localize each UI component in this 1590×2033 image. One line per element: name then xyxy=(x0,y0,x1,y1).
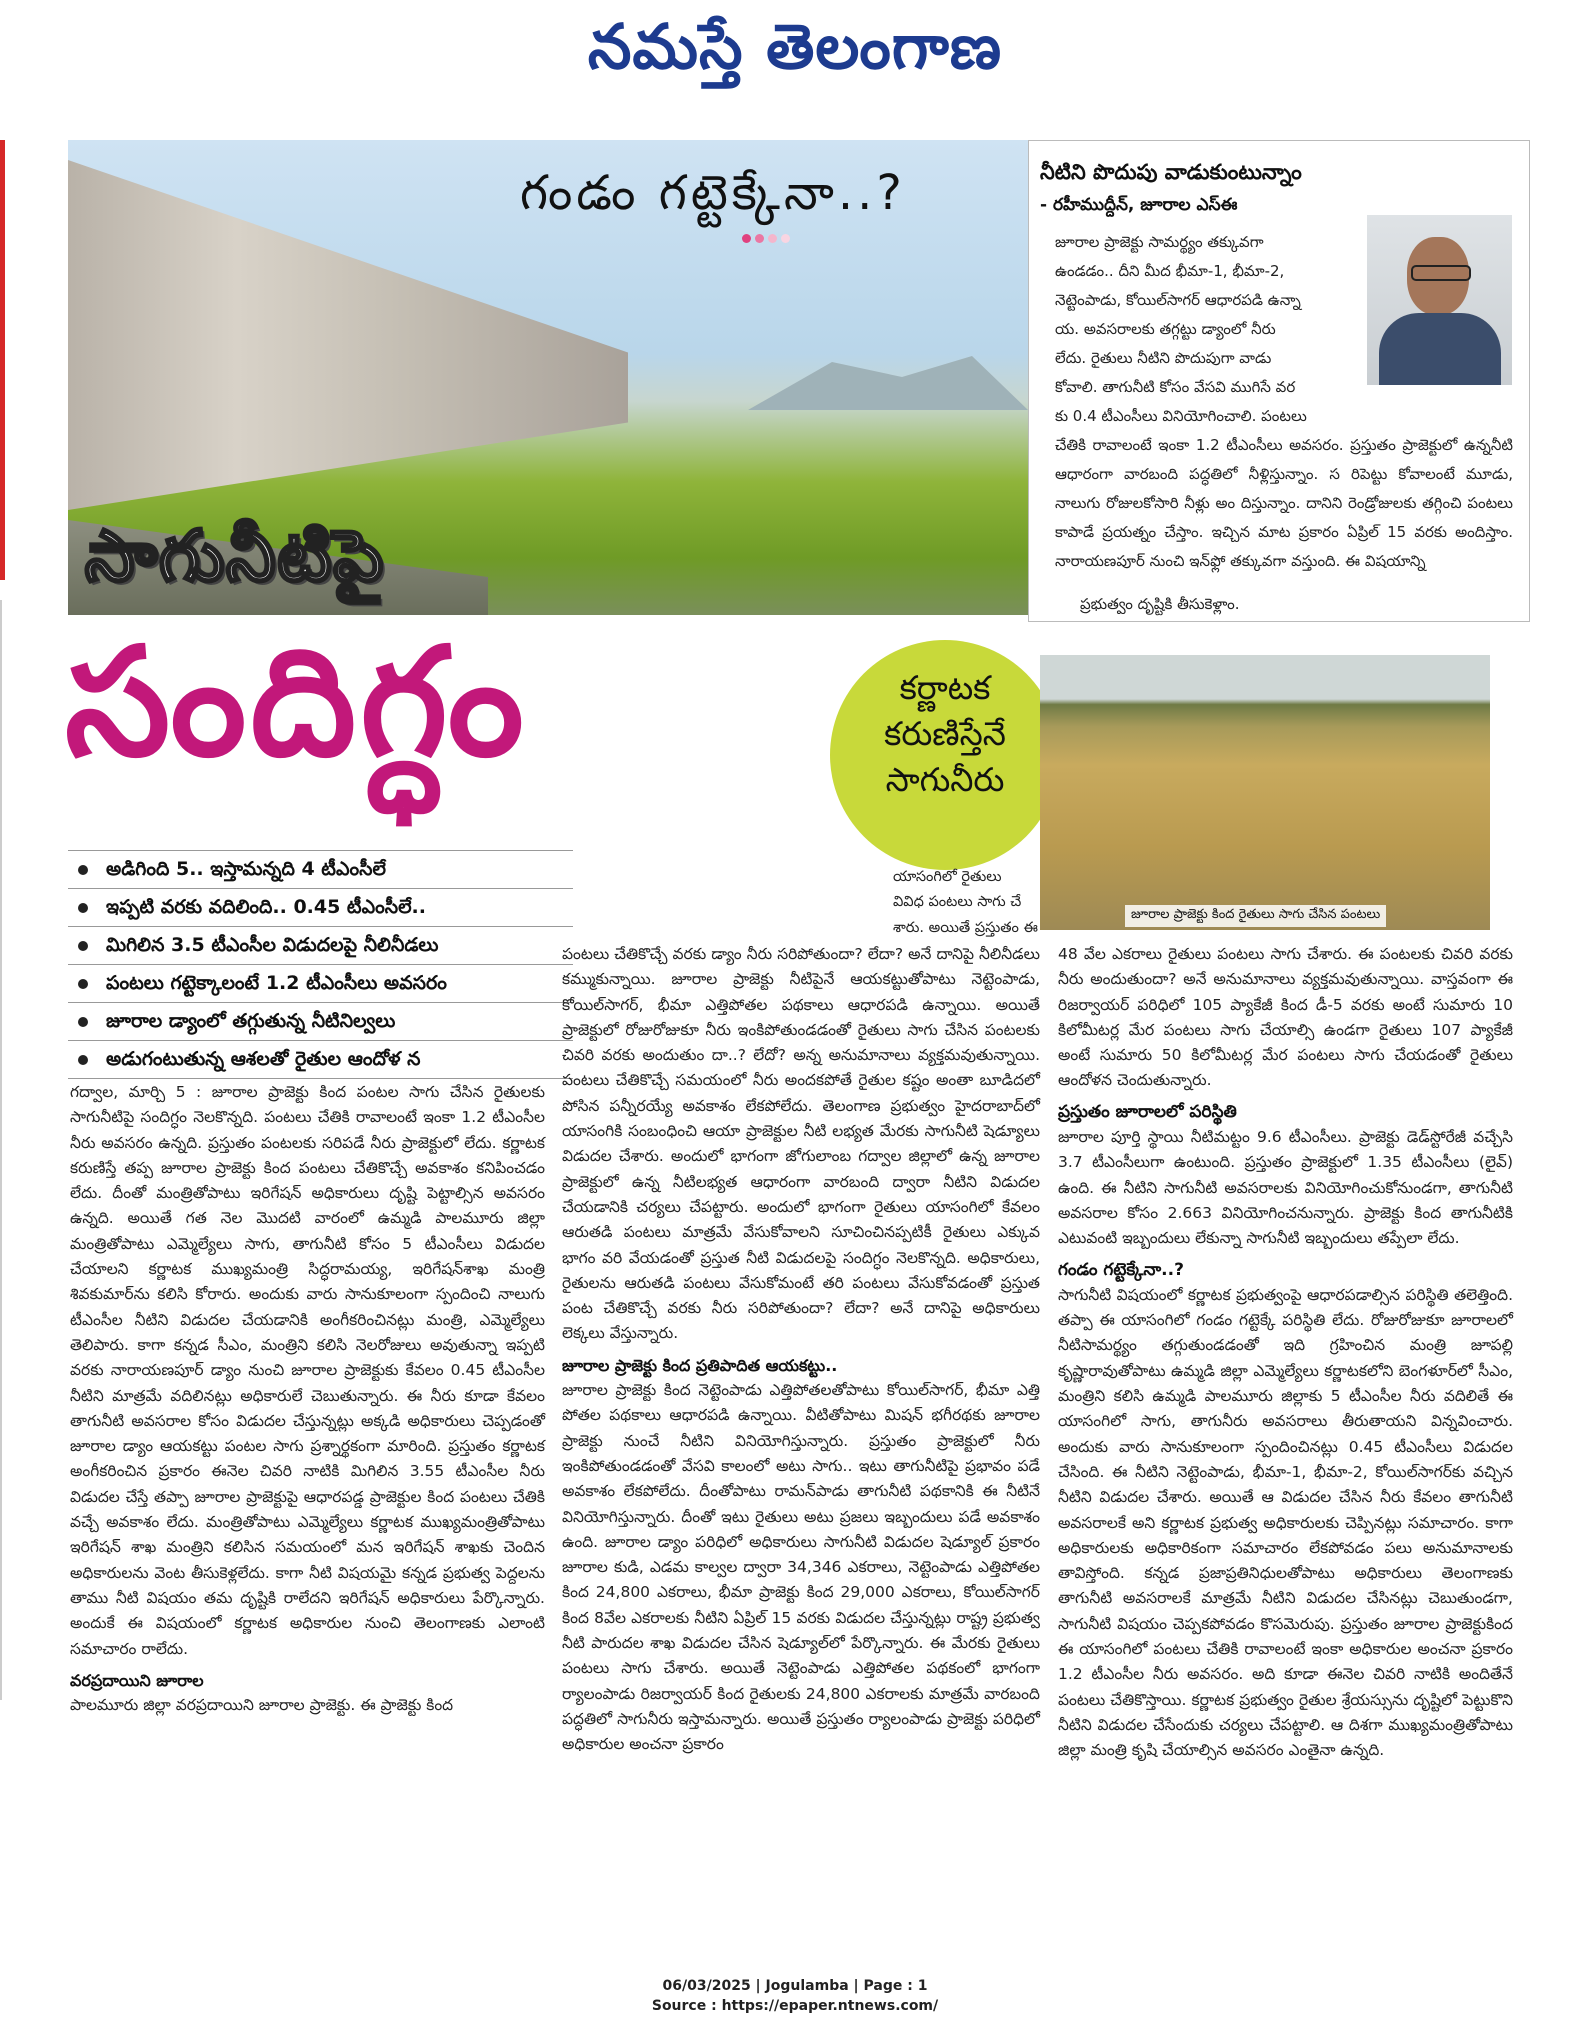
headline-main: సందిగ్ధం xyxy=(65,616,528,790)
interview-text-last: ప్రభుత్వం దృష్టికి తీసుకెళ్లాం. xyxy=(1080,595,1240,613)
text-line: లేదు. రైతులు నీటిని పొదుపుగా వాడు xyxy=(1055,349,1272,367)
edge-rule xyxy=(0,600,2,1700)
circle-line: కరుణిస్తేనే xyxy=(884,714,1006,753)
footer-source: Source : https://epaper.ntnews.com/ xyxy=(651,1998,939,2014)
interview-byline: - రహీముద్దీన్, జూరాల ఎస్ఈ xyxy=(1040,195,1238,215)
paragraph: జూరాల ప్రాజెక్టు కింద నెట్టెంపాడు ఎత్తిపోతలతోపాటు కోయిల్‌సాగర్, భీమా ఎత్తి పోతల పథకాలు ఆధారపడి ఉన్నాయి. వీటితోపాటు మిషన్ భగీరథకు జూరాల ప్రాజెక్టు నుంచే నీటిని వినియోగిస్తున్నారు. ప్రస్తుతం ప్రాజెక్టులో నీరు ఇంకిపోతుండడంతో వేసవి కాలంలో అటు సాగు.. ఇటు తాగునీటిపై ప్రభావం పడే అవకాశం లేకపోలేదు. దీంతోపాటు రామన్‌పాడు తాగునీటి పథకానికి ఈ నీటినే వినియోగిస్తున్నారు. దీంతో ఇటు రైతులు అటు ప్రజలు ఇబ్బందులు పడే అవకాశం ఉంది. జూరాల డ్యాం పరిధిలో అధికారులు సాగునీటి విడుదల షెడ్యూల్ ప్రకారం జూరాల కుడి, ఎడమ కాల్వల ద్వారా 34,346 ఎకరాలు, నెట్టెంపాడు ఎత్తిపోతల కింద 24,800 ఎకరాలు, భీమా ప్రాజెక్టు కింద 29,000 ఎకరాలు, కోయిల్‌సాగర్ కింద 8వేల ఎకరాలకు నీటిని ఏప్రిల్ 15 వరకు విడుదల చేస్తున్నట్లు రాష్ట్ర ప్రభుత్వ నీటి పారుదల శాఖ విడుదల చేసిన షెడ్యూల్‌లో పేర్కొన్నారు. ఈ మేరకు రైతులు పంటలు సాగు చేశారు. అయితే నెట్టెంపాడు ఎత్తిపోతల పథకంలో భాగంగా ర్యాలంపాడు రిజర్వాయర్ కింద రైతులకు 24,800 ఎకరాలకు మాత్రమే వారబంది పద్ధతిలో సాగునీరు ఇస్తామన్నారు. అయితే ప్రస్తుతం ర్యాలంపాడు ప్రాజెక్టు పరిధిలో అధికారుల అంచనా ప్రకారం xyxy=(562,1381,1040,1754)
text-line: య. అవసరాలకు తగ్గట్టు డ్యాంలో నీరు xyxy=(1055,320,1276,338)
paragraph: పాలమూరు జిల్లా వరప్రదాయిని జూరాల ప్రాజెక్టు. ఈ ప్రాజెక్టు కింద xyxy=(70,1696,454,1715)
highlights-list xyxy=(68,850,573,1079)
article-column-2 xyxy=(562,942,1040,1758)
list-item: అడుగంటుతున్న ఆశలతో రైతుల ఆందోళ న xyxy=(68,1040,573,1079)
subheading: జూరాల ప్రాజెక్టు కింద ప్రతిపాదిత ఆయకట్టు.. xyxy=(562,1355,838,1375)
headline-top: సాగునీటిపై xyxy=(85,515,386,597)
circle-text xyxy=(830,665,1060,803)
kicker-headline: గండం గట్టెక్కేనా..? xyxy=(520,165,906,221)
circle-line: సాగునీరు xyxy=(885,760,1005,799)
official-portrait xyxy=(1367,215,1512,385)
text-line: శారు. అయితే ప్రస్తుతం ఈ xyxy=(893,919,1038,936)
hill-shape xyxy=(748,350,1028,410)
circle-line: కర్ణాటక xyxy=(899,668,991,707)
list-item: పంటలు గట్టెక్కాలంటే 1.2 టీఎంసీలు అవసరం xyxy=(68,964,573,1002)
list-item: జూరాల డ్యాంలో తగ్గుతున్న నీటినిల్వలు xyxy=(68,1002,573,1040)
edge-bar xyxy=(0,140,5,580)
text-line: కోవాలి. తాగునీటి కోసం వేసవి ముగిసే వర xyxy=(1055,378,1296,396)
text-line: యాసంగిలో రైతులు xyxy=(893,869,1002,885)
portrait-glasses xyxy=(1411,265,1471,281)
masthead: నమస్తే తెలంగాణ xyxy=(587,10,1003,83)
text-line: వివిధ పంటలు సాగు చే xyxy=(893,894,1022,911)
list-item: ఇప్పటి వరకు వదిలింది.. 0.45 టీఎంసీలే.. xyxy=(68,888,573,926)
column-2-intro xyxy=(893,865,1043,941)
text-line: నెట్టెంపాడు, కోయిల్‌సాగర్ ఆధారపడి ఉన్నా xyxy=(1055,291,1301,309)
paragraph: జూరాల పూర్తి స్థాయి నీటిమట్టం 9.6 టీఎంసీలు. ప్రాజెక్టు డెడ్‌స్టోరేజీ వచ్చేసి 3.7 టీఎంసీలుగా ఉంటుంది. ప్రస్తుతం ప్రాజెక్టులో 1.35 టీఎంసీలు (లైవ్) ఉంది. ఈ నీటిని సాగునీటి అవసరాలకు వినియోగించుకోనుండగా, తాగునీటి అవసరాల కోసం 2.663 వినియోగించనున్నారు. ప్రాజెక్టు కింద తాగునీటికి ఎటువంటి ఇబ్బందులు లేకున్నా సాగునీటి ఇబ్బందులు తప్పేలా లేదు. xyxy=(1058,1128,1513,1248)
subheading: ప్రస్తుతం జూరాలలో పరిస్థితి xyxy=(1058,1101,1237,1122)
paddy-field-photo xyxy=(1040,655,1490,930)
interview-text-narrow xyxy=(1055,228,1360,431)
interview-title: నీటిని పొదుపు వాడుకుంటున్నాం xyxy=(1040,160,1302,184)
paragraph: 48 వేల ఎకరాలు రైతులు పంటలు సాగు చేశారు. ఈ పంటలకు చివరి వరకు నీరు అందుతుందా? అనే అనుమానాలు వ్యక్తమవుతున్నాయి. వాస్తవంగా ఈ రిజర్వాయర్ పరిధిలో 105 ప్యాకేజీ కింద డీ-5 వరకు అంటే సుమారు 10 కిలోమీటర్ల మేర పంటలు సాగు చేయాల్సి ఉండగా రైతులు 107 ప్యాకేజీ అంటే సుమారు 50 కిలోమీటర్ల మేర పంటలు సాగు చేయడంతో రైతులు ఆందోళన చెందుతున్నారు. xyxy=(1058,945,1513,1090)
portrait-body xyxy=(1379,313,1501,385)
interview-text-wide: చేతికి రావాలంటే ఇంకా 1.2 టీఎంసీలు అవసరం. ప్రస్తుతం ప్రాజెక్టులో ఉన్ననీటి ఆధారంగా వారబంది పద్ధతిలో నీళ్లిస్తున్నాం. స రిపెట్టు కోవాలంటే మూడు, నాలుగు రోజులకోసారి నీళ్లు అం దిస్తున్నాం. దానిని రెండ్రోజులకు తగ్గించి పంటలు కాపాడే ప్రయత్నం చేస్తాం. ఇచ్చిన మాట ప్రకారం ఏప్రిల్ 15 వరకు అందిస్తాం. నారాయణపూర్ నుంచి ఇన్‌ఫ్లో తక్కువగా వస్తుంది. ఈ విషయాన్ని xyxy=(1055,436,1513,570)
paragraph: గద్వాల, మార్చి 5 : జూరాల ప్రాజెక్టు కింద పంటల సాగు చేసిన రైతులకు సాగునీటిపై సందిగ్ధం నెలకొన్నది. పంటలు చేతికి రావాలంటే ఇంకా 1.2 టీఎంసీల నీరు అవసరం ఉన్నది. ప్రస్తుతం పంటలకు సరిపడే నీరు ప్రాజెక్టులో లేదు. కర్ణాటక కరుణిస్తే తప్ప జూరాల ప్రాజెక్టు కింద పంటలు చేతికొచ్చే అవకాశం కనిపించడం లేదు. దీంతో మంత్రితోపాటు ఇరిగేషన్ అధికారులు దృష్టి పెట్టాల్సిన అవసరం ఉన్నది. అయితే గత నెల మొదటి వారంలో ఉమ్మడి పాలమూరు జిల్లా మంత్రితోపాటు ఎమ్మెల్యేలు సాగు, తాగునీటి కోసం 5 టీఎంసీలు విడుదల చేయాలని కర్ణాటక ముఖ్యమంత్రి సిద్ధరామయ్య, ఇరిగేషన్‌శాఖ మంత్రి శివకుమార్‌ను కలిసి కోరారు. అందుకు వారు సానుకూలంగా స్పందించి నాలుగు టీఎంసీల నీటిని విడుదల చేయడానికి అంగీకరించినట్లు మంత్రి, ఎమ్మెల్యేలు తెలిపారు. కాగా కన్నడ సీఎం, మంత్రిని కలిసి నెలరోజులు అవుతున్నా ఇప్పటి వరకు నారాయణపూర్ డ్యాం నుంచి జూరాల ప్రాజెక్టుకు కేవలం 0.45 టీఎంసీల నీటిని మాత్రమే వదిలినట్లు అధికారులే చెబుతున్నారు. ఈ నీరు కూడా కేవలం తాగునీటి అవసరాల కోసం విడుదల చేస్తున్నట్లు అక్కడి అధికారులు చెప్పడంతో జూరాల డ్యాం ఆయకట్టు పంటల సాగు ప్రశ్నార్థకంగా మారింది. ప్రస్తుతం కర్ణాటక అంగీకరించిన ప్రకారం ఈనెల చివరి నాటికి మిగిలిన 3.55 టీఎంసీల నీరు విడుదల చేస్తే తప్పా జూరాల ప్రాజెక్టుపై ఆధారపడ్డ ప్రాజెక్టుల కింద పంటలు చేతికి వచ్చే అవకాశం లేదు. మంత్రితోపాటు ఎమ్మెల్యేలు కర్ణాటక ముఖ్యమంత్రితోపాటు ఇరిగేషన్ శాఖ మంత్రిని కలిసిన సమయంలో మన ఇరిగేషన్ శాఖకు చెందిన అధికారులను వెంట తీసుకెళ్లలేదు. కాగా నీటి విషయమై కన్నడ ప్రభుత్వ పెద్దలను తాము నీటి విషయం తమ దృష్టికి రాలేదని ఇరిగేషన్ అధికారులు పేర్కొన్నారు. అందుకే ఈ విషయంలో కర్ణాటక అధికారుల నుంచి తెలంగాణకు ఎలాంటి సమాచారం రాలేదు. xyxy=(70,1083,545,1658)
footer-dateline: 06/03/2025 | Jogulamba | Page : 1 xyxy=(662,1978,928,1994)
subheading: వరప్రదాయిని జూరాల xyxy=(70,1670,204,1690)
paragraph: సాగునీటి విషయంలో కర్ణాటక ప్రభుత్వంపై ఆధారపడాల్సిన పరిస్థితి తలెత్తింది. తప్పా ఈ యాసంగిలో గండం గట్టెక్కే పరిస్థితి లేదు. రోజురోజుకూ జూరాలలో నీటిసామర్థ్యం తగ్గుతుండడంతో ఇది గ్రహించిన మంత్రి జూపల్లి కృష్ణారావుతోపాటు ఉమ్మడి జిల్లా ఎమ్మెల్యేలు కర్ణాటకలోని బెంగళూర్‌లో సీఎం, మంత్రిని కలిసి ఉమ్మడి పాలమూరు జిల్లాకు 5 టీఎంసీల నీరు వదిలితే ఈ యాసంగిలో సాగు, తాగునీరు అవసరాలు తీరుతాయని విన్నవించారు. అందుకు వారు సానుకూలంగా స్పందించినట్లు 0.45 టీఎంసీలు విడుదల చేసింది. ఈ నీటిని నెట్టెంపాడు, భీమా-1, భీమా-2, కోయిల్‌సాగర్‌కు వచ్చిన నీటిని విడుదల చేశారు. అయితే ఆ విడుదల చేసిన నీరు కేవలం తాగునీటి అవసరాలకే అని కర్ణాటక ప్రభుత్వ అధికారులకు చెప్పినట్లు సమాచారం. కాగా అధికారులకు అధికారికంగా సమాచారం లేకపోవడం పలు అనుమానాలకు తావిస్తోంది. కన్నడ ప్రజాప్రతినిధులతోపాటు అధికారులు తెలంగాణకు తాగునీటి అవసరాలకే మాత్రమే నీటిని విడుదల చేసినట్లు చెబుతుండగా, సాగునీటి విషయం చెప్పకపోవడం కొసమెరుపు. ప్రస్తుతం జూరాల ప్రాజెక్టుకింద ఈ యాసంగిలో పంటలు చేతికి రావాలంటే ఇంకా అధికారుల అంచనా ప్రకారం 1.2 టీఎంసీల నీరు అవసరం. అది కూడా ఈనెల చివరి నాటికి అందితేనే పంటలు చేతికొస్తాయి. కర్ణాటక ప్రభుత్వం రైతుల శ్రేయస్సును దృష్టిలో పెట్టుకొని నీటిని విడుదల చేసేందుకు చర్యలు చేపట్టాలి. ఆ దిశగా ముఖ్యమంత్రితోపాటు జిల్లా మంత్రి కృషి చేయాల్సిన అవసరం ఎంతైనా ఉన్నది. xyxy=(1058,1285,1513,1760)
paragraph: పంటలు చేతికొచ్చే వరకు డ్యాం నీరు సరిపోతుందా? లేదా? అనే దానిపై నీలినీడలు కమ్ముకున్నాయి. జూరాల ప్రాజెక్టు నీటిపైనే ఆయకట్టుతోపాటు నెట్టెంపాడు, కోయిల్‌సాగర్, భీమా ఎత్తిపోతల పథకాలు ఆధారపడి ఉన్నాయి. అయితే ప్రాజెక్టులో రోజురోజుకూ నీరు ఇంకిపోతుండడంతో రైతులు సాగు చేసిన పంటలకు చివరి వరకు అందుతుం దా..? లేదో? అన్న అనుమానాలు వ్యక్తమవుతున్నాయి. పంటలు చేతికొచ్చే సమయంలో నీరు అందకపోతే రైతుల కష్టం అంతా బూడిదలో పోసిన పన్నీరయ్యే అవకాశం లేకపోలేదు. తెలంగాణ ప్రభుత్వం హైదరాబాద్‌లో యాసంగికి సంబంధించి ఆయా ప్రాజెక్టుల నీటి లభ్యత మేరకు సాగునీటి షెడ్యూలు విడుదల చేశారు. అందులో భాగంగా జోగులాంబ గద్వాల జిల్లాలో ఉన్న జూరాల ప్రాజెక్టులో ఉన్న నీటిలభ్యత ఆధారంగా వారబంది ద్వారా నీటిని విడుదల చేయడానికి చర్యలు చేపట్టారు. అందులో భాగంగా రైతులు యాసంగిలో కేవలం ఆరుతడి పంటలు మాత్రమే వేసుకోవాలని సూచించినప్పటికీ రైతులు ఎక్కువ భాగం వరి వేయడంతో ప్రస్తుత నీటి విడుదలపై సందిగ్ధం నెలకొన్నది. అధికారులు, రైతులను ఆరుతడి పంటలు వేసుకోమంటే తరి పంటలు వేసుకోవడంతో ప్రస్తుత పంట చేతికొచ్చే వరకు నీరు సరిపోతుందా? లేదా? అనే దానిపై అధికారులు లెక్కలు వేస్తున్నారు. xyxy=(562,945,1040,1343)
article-column-1 xyxy=(70,1080,545,1718)
subheading: గండం గట్టెక్కేనా..? xyxy=(1058,1259,1184,1280)
list-item: అడిగింది 5.. ఇస్తామన్నది 4 టీఎంసీలే xyxy=(68,850,573,888)
decorative-dots xyxy=(740,228,792,247)
text-line: కు 0.4 టీఎంసీలు వినియోగించాలి. పంటలు xyxy=(1055,407,1307,425)
text-line: ఉండడం.. దీని మీద భీమా-1, భీమా-2, xyxy=(1055,262,1285,280)
text-line: జూరాల ప్రాజెక్టు సామర్థ్యం తక్కువగా xyxy=(1055,233,1264,251)
list-item: మిగిలిన 3.5 టీఎంసీల విడుదలపై నీలినీడలు xyxy=(68,926,573,964)
article-column-3 xyxy=(1058,942,1513,1764)
photo-caption: జూరాల ప్రాజెక్టు కింద రైతులు సాగు చేసిన పంటలు xyxy=(1125,905,1386,927)
